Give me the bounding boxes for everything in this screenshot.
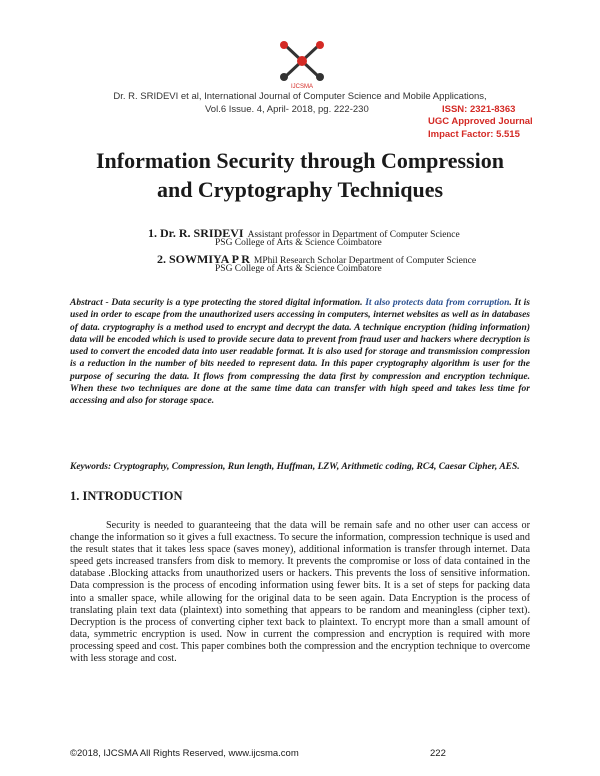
citation-line-1: Dr. R. SRIDEVI et al, International Journal of Computer Science and Mobile Applications, bbox=[113, 91, 487, 102]
abstract bbox=[70, 297, 530, 408]
abstract-part-1: Abstract - Data security is a type protecting the stored digital information. bbox=[70, 298, 363, 308]
impact-factor-label: Impact Factor: 5.515 bbox=[428, 129, 520, 140]
paper-title bbox=[40, 146, 560, 204]
keywords: Keywords: Cryptography, Compression, Run length, Huffman, LZW, Arithmetic coding, RC4, Caesar Cipher, AES. bbox=[70, 462, 520, 472]
page-number: 222 bbox=[430, 748, 446, 759]
issn-label: ISSN: 2321-8363 bbox=[442, 104, 516, 115]
footer-copyright: ©2018, IJCSMA All Rights Reserved, www.ijcsma.com bbox=[70, 748, 299, 759]
author-2-name: 2. SOWMIYA P R bbox=[157, 252, 250, 266]
author-2-role: MPhil Research Scholar Department of Computer Science bbox=[253, 256, 477, 266]
author-1-role: Assistant professor in Department of Computer Science bbox=[247, 230, 460, 240]
title-line-2: and Cryptography Techniques bbox=[156, 177, 444, 202]
author-1-institution: PSG College of Arts & Science Coimbatore bbox=[215, 238, 382, 248]
logo-text: IJCSMA bbox=[290, 84, 314, 90]
title-line-1: Information Security through Compression bbox=[95, 148, 505, 173]
abstract-part-3: . It is used in order to escape from the unauthorized users accessing in computers, internet websites as well as in databases of data. cryptography is a method used to encrypt and decrypt the data. A technique encryption (hiding information) data will be encoded which is used to provide secure data to prevent from fraud user and hackers where decryption is used to convert the encoded data into user readable format. It is also used for storage and transmission compression is a reduction in the number of bits needed to represent data. In this paper cryptography algorithm is user for the purpose of securing the data. It flows from compressing the data first by compression and encryption technique. When these two techniques are done at the same time data can transfer with high speed and takes less time for accessing and also for storage space. bbox=[70, 298, 530, 407]
citation-line-2: Vol.6 Issue. 4, April- 2018, pg. 222-230 bbox=[205, 104, 369, 115]
journal-logo bbox=[272, 38, 332, 90]
ugc-label: UGC Approved Journal bbox=[428, 116, 533, 127]
section-heading: 1. INTRODUCTION bbox=[70, 489, 183, 503]
abstract-part-2: It also protects data from corruption bbox=[362, 298, 510, 308]
author-1-name: 1. Dr. R. SRIDEVI bbox=[148, 226, 244, 240]
section-body: Security is needed to guaranteeing that the data will be remain safe and no other user can access or change the information so it gives a full exactness. To secure the information, compression technique is used and the result states that it takes less space (saves money), additional information is transfer through internet. Data speed gets increased transfers from disk to memory. It prevents the compromise or loss of data contained in the database .Blocking attacks from unauthorized users or hackers. This prevents the loss of sensitive information. Data compression is the process of encoding information using fewer bits. It is a set of steps for packing data into a smaller space, while allowing for the original data to be seen again. Data Encryption is the process of translating plain text data (plaintext) into something that appears to be random and meaningless (cipher text). Decryption is the process of converting cipher text back to plaintext. To encrypt more than a small amount of data, symmetric encryption is used. Now in current the compression and encryption is required with more processing speed and cost. This paper combines both the compression and the encryption technique to overcome with less storage and cost. bbox=[70, 520, 530, 665]
author-2-institution: PSG College of Arts & Science Coimbatore bbox=[215, 264, 382, 274]
